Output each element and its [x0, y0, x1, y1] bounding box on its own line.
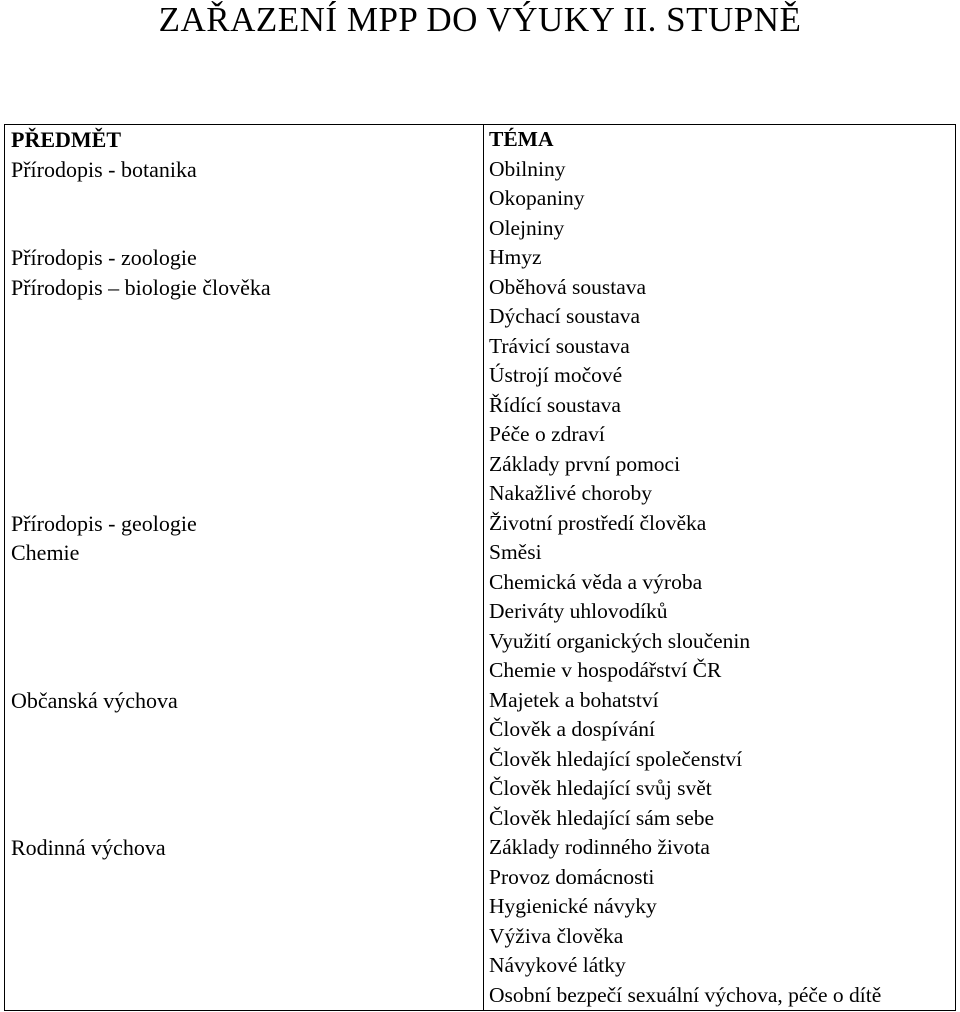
topic-cell: Olejniny	[489, 215, 565, 240]
topic-cell: Osobní bezpečí sexuální výchova, péče o dítě	[489, 982, 882, 1007]
topic-cell: Životní prostředí člověka	[489, 510, 707, 535]
subject-cell	[11, 745, 477, 775]
subject-cell	[11, 302, 477, 332]
subject-cell	[11, 479, 477, 509]
topic-cell: Nakažlivé choroby	[489, 481, 652, 505]
topic-cell: Obilniny	[489, 156, 566, 181]
subject-cell	[11, 863, 477, 893]
topic-cell: Provoz domácnosti	[489, 864, 655, 889]
subject-cell	[11, 361, 477, 391]
subject-cell	[11, 568, 477, 598]
topic-cell: Výživa člověka	[489, 923, 624, 948]
topic-column-header: TÉMA	[489, 127, 554, 151]
topic-cell: Člověk hledající svůj svět	[489, 776, 712, 800]
subject-cell	[11, 892, 477, 922]
column-divider	[483, 125, 484, 1010]
subject-cell	[11, 804, 477, 834]
topic-cell: Deriváty uhlovodíků	[489, 599, 668, 623]
topic-cell: Péče o zdraví	[489, 422, 605, 446]
topic-cell: Člověk hledající sám sebe	[489, 805, 715, 830]
topic-cell: Dýchací soustava	[489, 304, 641, 328]
topic-cell: Návykové látky	[489, 953, 626, 977]
subject-cell: Přírodopis - zoologie	[11, 245, 197, 270]
topic-cell: Chemická věda a výroba	[489, 569, 703, 594]
subject-cell: Přírodopis - botanika	[11, 156, 197, 182]
topic-column	[489, 125, 953, 1010]
topic-cell: Ústrojí močové	[489, 363, 623, 387]
subject-cell: Chemie	[11, 540, 80, 565]
topic-cell: Chemie v hospodářství ČR	[489, 658, 722, 682]
subject-cell	[11, 391, 477, 421]
subject-topic-table	[4, 124, 956, 1011]
subject-column	[11, 125, 477, 1010]
subject-cell	[11, 214, 477, 244]
subject-cell: Rodinná výchova	[11, 835, 166, 860]
subject-cell	[11, 922, 477, 952]
topic-cell: Hygienické návyky	[489, 894, 657, 918]
topic-cell: Trávicí soustava	[489, 333, 630, 358]
subject-cell	[11, 981, 477, 1011]
topic-cell: Člověk a dospívání	[489, 717, 656, 741]
subject-cell	[11, 715, 477, 745]
page-title: ZAŘAZENÍ MPP DO VÝUKY II. STUPNĚ	[158, 0, 802, 39]
topic-cell: Základy rodinného života	[489, 835, 710, 859]
topic-cell: Využití organických sloučenin	[489, 628, 751, 653]
subject-cell: Občanská výchova	[11, 687, 178, 713]
subject-cell	[11, 774, 477, 804]
topic-cell: Směsi	[489, 540, 542, 564]
subject-cell	[11, 332, 477, 362]
topic-cell: Člověk hledající společenství	[489, 746, 743, 771]
subject-cell: Přírodopis - geologie	[11, 510, 197, 536]
topic-cell: Oběhová soustava	[489, 274, 647, 299]
topic-cell: Řídící soustava	[489, 392, 621, 417]
topic-cell: Majetek a bohatství	[489, 687, 659, 712]
subject-cell	[11, 420, 477, 450]
topic-cell: Hmyz	[489, 245, 542, 269]
subject-cell	[11, 597, 477, 627]
subject-cell	[11, 656, 477, 686]
subject-cell: Přírodopis – biologie člověka	[11, 274, 271, 300]
subject-cell	[11, 951, 477, 981]
subject-column-header: PŘEDMĚT	[11, 127, 121, 152]
subject-cell	[11, 184, 477, 214]
subject-cell	[11, 627, 477, 657]
subject-cell	[11, 450, 477, 480]
topic-cell: Okopaniny	[489, 186, 585, 210]
topic-cell: Základy první pomoci	[489, 451, 681, 476]
